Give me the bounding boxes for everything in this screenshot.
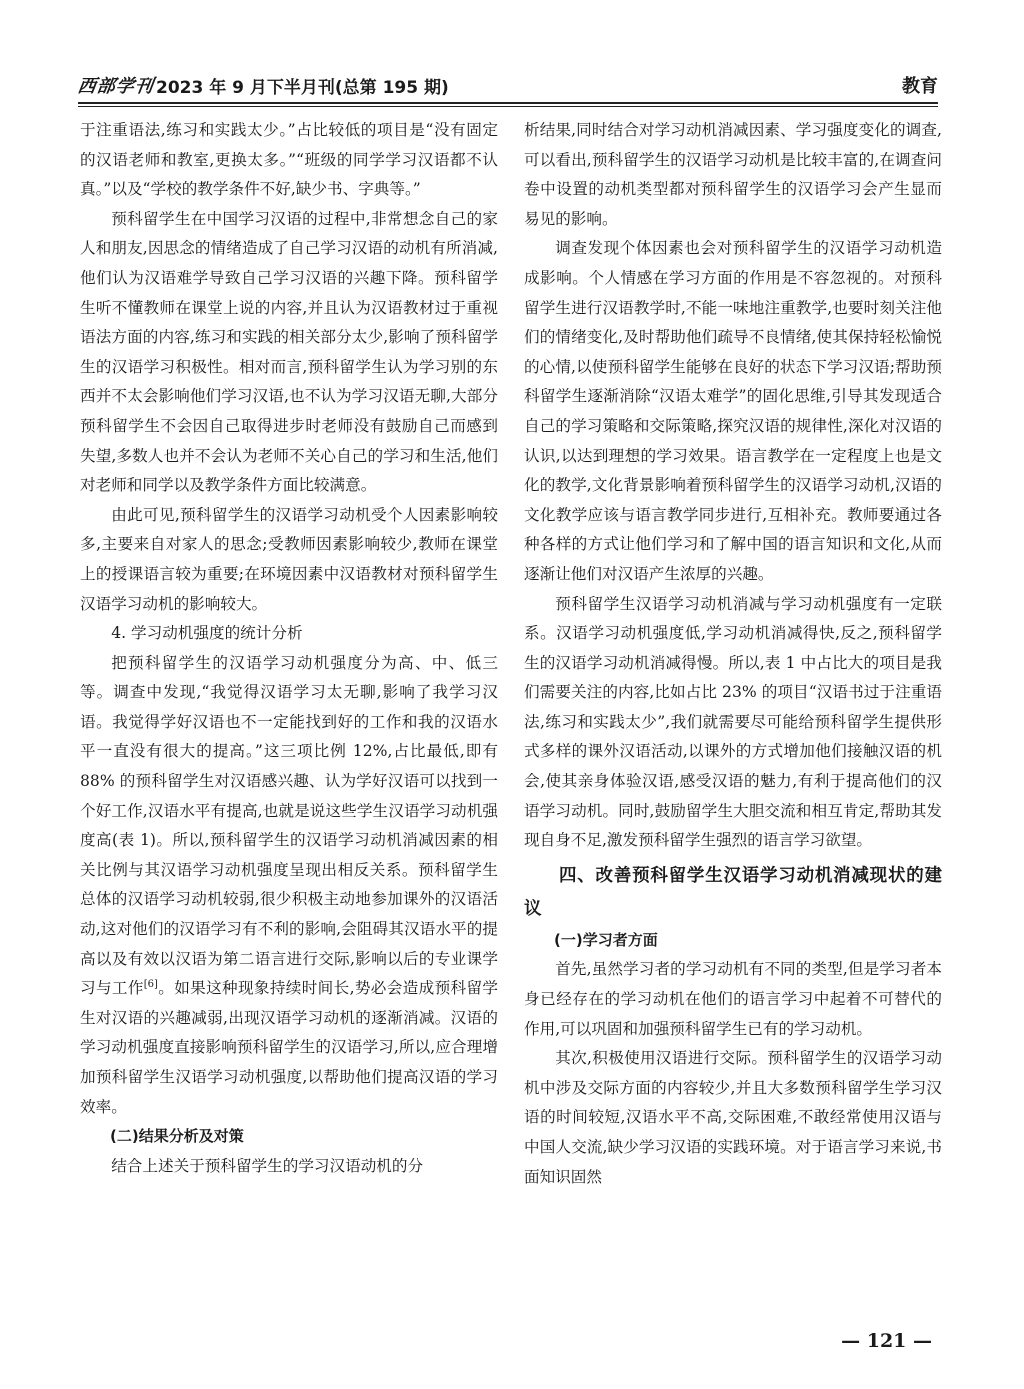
header-rule-thick [78, 102, 938, 104]
right-column [524, 116, 942, 1192]
journal-logo: 西部学刊 [76, 76, 156, 97]
page-number: — 121 — [841, 1330, 932, 1352]
subsection-heading: 4. 学习动机强度的统计分析 [111, 624, 303, 643]
paragraph: 调查发现个体因素也会对预科留学生的汉语学习动机造成影响。个人情感在学习方面的作用是不容忽视的。对预科留学生进行汉语教学时,不能一味地注重教学,也要时刻关注他们的情绪变化,及时帮助他们疏导不良情绪,使其保持轻松愉悦的心情,以使预科留学生能够在良好的状态下学习汉语;帮助预科留学生逐渐消除“汉语太难学”的固化思维,引导其发现适合自己的学习策略和交际策略,探究汉语的规律性,深化对汉语的认识,以达到理想的学习效果。语言教学在一定程度上也是文化的教学,文化背景影响着预科留学生的汉语学习动机,汉语的文化教学应该与语言教学同步进行,互相补充。教师要通过各种各样的方式让他们学习和了解中国的语言知识和文化,从而逐渐让他们对汉语产生浓厚的兴趣。 [524, 239, 942, 583]
paragraph: 析结果,同时结合对学习动机消减因素、学习强度变化的调查,可以看出,预科留学生的汉语学习动机是比较丰富的,在调查问卷中设置的动机类型都对预科留学生的汉语学习会产生显而易见的影响。 [524, 121, 942, 228]
section-heading: (一)学习者方面 [554, 930, 658, 949]
section-name: 教育 [902, 76, 938, 97]
paragraph: 预科留学生汉语学习动机消减与学习动机强度有一定联系。汉语学习动机强度低,学习动机消减得快,反之,预科留学生的汉语学习动机消减得慢。所以,表 1 中占比大的项目是我们需要关注的内容,比如占比 23% 的项目“汉语书过于注重语法,练习和实践太少”,我们就需要尽可能给预科留学生提供形式多样的课外汉语活动,以课外的方式增加他们接触汉语的机会,使其亲身体验汉语,感受汉语的魅力,有利于提高他们的汉语学习动机。同时,鼓励留学生大胆交流和相互肯定,帮助其发现自身不足,激发预科留学生强烈的语言学习欲望。 [524, 594, 942, 850]
paragraph: 其次,积极使用汉语进行交际。预科留学生的汉语学习动机中涉及交际方面的内容较少,并且大多数预科留学生学习汉语的时间较短,汉语水平不高,交际困难,不敢经常使用汉语与中国人交流,缺少学习汉语的实践环境。对于语言学习来说,书面知识固然 [524, 1049, 942, 1186]
header-left [78, 72, 449, 98]
paragraph: 结合上述关于预科留学生的学习汉语动机的分 [111, 1156, 424, 1175]
paragraph [80, 649, 498, 1123]
chapter-heading: 四、改善预科留学生汉语学习动机消减现状的建议 [524, 865, 942, 919]
paragraph: 预科留学生在中国学习汉语的过程中,非常想念自己的家人和朋友,因思念的情绪造成了自己学习汉语的动机有所消减,他们认为汉语难学导致自己学习汉语的兴趣下降。预科留学生听不懂教师在课堂上说的内容,并且认为汉语教材过于重视语法方面的内容,练习和实践的相关部分太少,影响了预科留学生的汉语学习积极性。相对而言,预科留学生认为学习别的东西并不太会影响他们学习汉语,也不认为学习汉语无聊,大部分预科留学生不会因自己取得进步时老师没有鼓励自己而感到失望,多数人也并不会认为老师不关心自己的学习和生活,他们对老师和同学以及教学条件方面比较满意。 [80, 209, 498, 495]
header-rule-thin [78, 106, 938, 107]
paragraph-text: 。如果这种现象持续时间长,势必会造成预科留学生对汉语的兴趣减弱,出现汉语学习动机的逐渐消减。汉语的学习动机强度直接影响预科留学生的汉语学习,所以,应合理增加预科留学生汉语学习动机强度,以帮助他们提高汉语的学习效率。 [80, 979, 498, 1116]
left-column [80, 116, 498, 1181]
paragraph: 首先,虽然学习者的学习动机有不同的类型,但是学习者本身已经存在的学习动机在他们的语言学习中起着不可替代的作用,可以巩固和加强预科留学生已有的学习动机。 [524, 960, 942, 1038]
issue-info: 2023 年 9 月下半月刊(总第 195 期) [156, 78, 449, 98]
citation-ref[interactable]: [6] [143, 979, 158, 991]
paragraph: 由此可见,预科留学生的汉语学习动机受个人因素影响较多,主要来自对家人的思念;受教师因素影响较少,教师在课堂上的授课语言较为重要;在环境因素中汉语教材对预科留学生汉语学习动机的影响较大。 [80, 505, 498, 613]
paragraph-text: 把预科留学生的汉语学习动机强度分为高、中、低三等。调查中发现,“我觉得汉语学习太无聊,影响了我学习汉语。我觉得学好汉语也不一定能找到好的工作和我的汉语水平一直没有很大的提高。”这三项比例 12%,占比最低,即有 88% 的预科留学生对汉语感兴趣、认为学好汉语可以找到一个好工作,汉语水平有提高,也就是说这些学生汉语学习动机强度高(表 1)。所以,预科留学生的汉语学习动机消减因素的相关比例与其汉语学习动机强度呈现出相反关系。预科留学生总体的汉语学习动机较弱,很少积极主动地参加课外的汉语活动,这对他们的汉语学习有不利的影响,会阻碍其汉语水平的提高以及有效以汉语为第二语言进行交际,影响以后的专业课学习与工作 [80, 653, 498, 998]
section-heading: (二)结果分析及对策 [110, 1127, 244, 1146]
paragraph: 于注重语法,练习和实践太少。”占比较低的项目是“没有固定的汉语老师和教室,更换太多。”“班级的同学学习汉语都不认真。”以及“学校的教学条件不好,缺少书、字典等。” [80, 121, 498, 199]
running-header [78, 72, 938, 98]
